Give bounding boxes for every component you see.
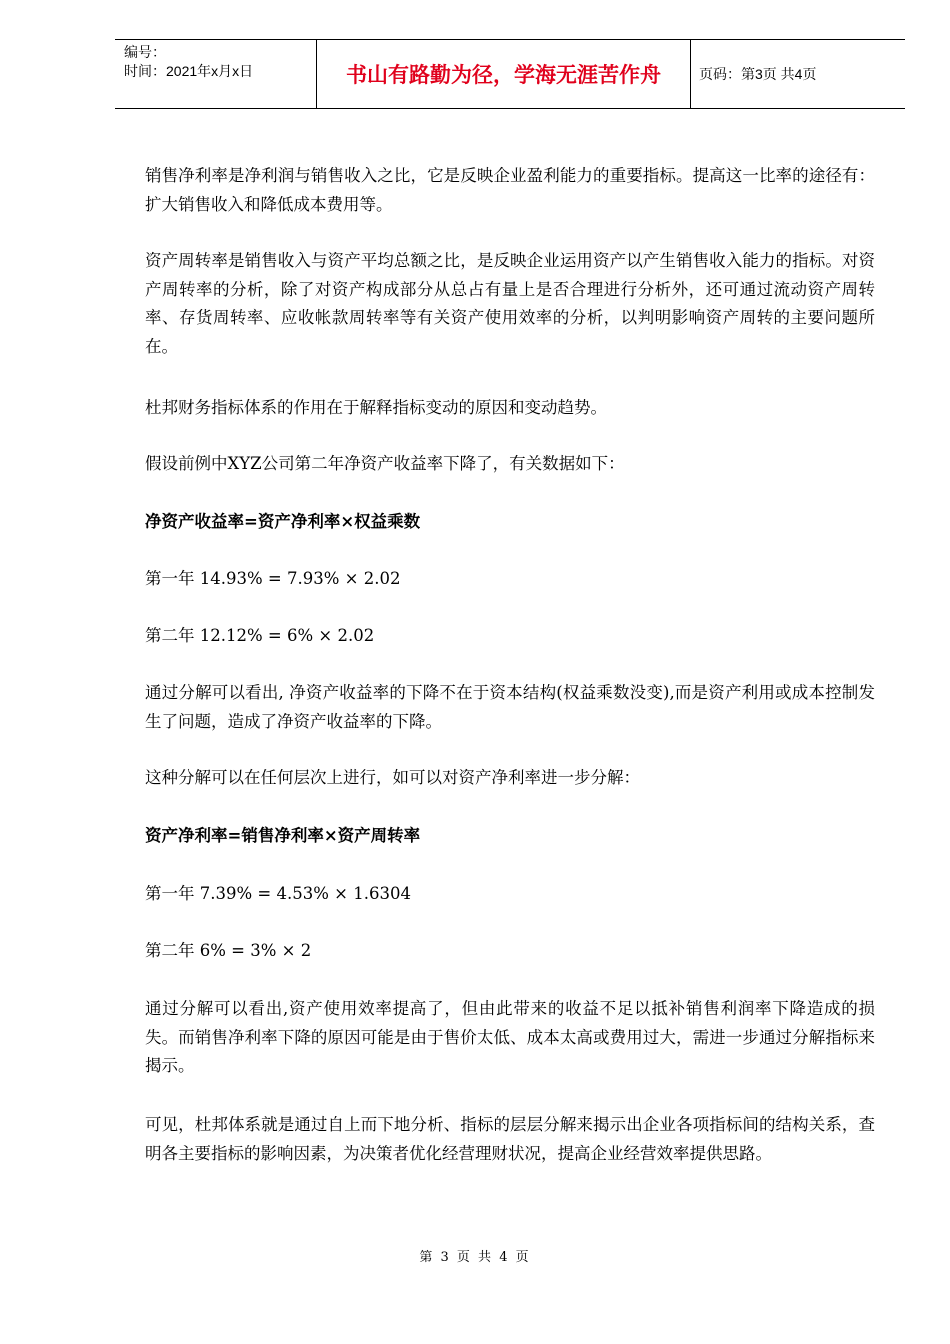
page-footer: 第 3 页 共 4 页 [419, 1250, 531, 1265]
number-label: 编号： [124, 44, 166, 60]
header-table [115, 39, 905, 109]
formula-heading: 资产净利率=销售净利率×资产周转率 [145, 826, 421, 845]
formula-heading: 净资产收益率=资产净利率×权益乘数 [145, 512, 421, 531]
paragraph: 可见，杜邦体系就是通过自上而下地分析、指标的层层分解来揭示出企业各项指标间的结构关系，查明各主要指标的影响因素，为决策者优化经营理财状况，提高企业经营效率提供思路。 [145, 1115, 875, 1163]
paragraph: 通过分解可以看出,资产使用效率提高了，但由此带来的收益不足以抵补销售利润率下降造成的损失。而销售净利率下降的原因可能是由于售价太低、成本太高或费用过大，需进一步通过分解指标来揭示。 [145, 999, 875, 1075]
formula-line: 第一年 7.39% = 4.53% × 1.6304 [145, 884, 411, 903]
paragraph: 假设前例中XYZ公司第二年净资产收益率下降了，有关数据如下： [145, 454, 625, 473]
motto: 书山有路勤为径，学海无涯苦作舟 [316, 40, 691, 108]
paragraph: 通过分解可以看出, 净资产收益率的下降不在于资本结构(权益乘数没变),而是资产利用或成本控制发生了问题，造成了净资产收益率的下降。 [145, 683, 875, 731]
header-meta [115, 40, 316, 108]
paragraph: 销售净利率是净利润与销售收入之比，它是反映企业盈利能力的重要指标。提高这一比率的途径有：扩大销售收入和降低成本费用等。 [145, 166, 875, 214]
page-label: 页码：第3页 共4页 [699, 66, 817, 82]
paragraph: 这种分解可以在任何层次上进行，如可以对资产净利率进一步分解： [145, 768, 640, 787]
paragraph: 杜邦财务指标体系的作用在于解释指标变动的原因和变动趋势。 [145, 398, 607, 417]
formula-line: 第二年 6% = 3% × 2 [145, 941, 312, 960]
paragraph: 资产周转率是销售收入与资产平均总额之比，是反映企业运用资产以产生销售收入能力的指标。对资产周转率的分析，除了对资产构成部分从总占有量上是否合理进行分析外，还可通过流动资产周转率、存货周转率、应收帐款周转率等有关资产使用效率的分析，以判明影响资产周转的主要问题所在。 [145, 251, 875, 356]
time-label: 时间：2021年x月x日 [124, 63, 254, 79]
formula-line: 第二年 12.12% = 6% × 2.02 [145, 626, 375, 645]
formula-line: 第一年 14.93% = 7.93% × 2.02 [145, 569, 401, 588]
